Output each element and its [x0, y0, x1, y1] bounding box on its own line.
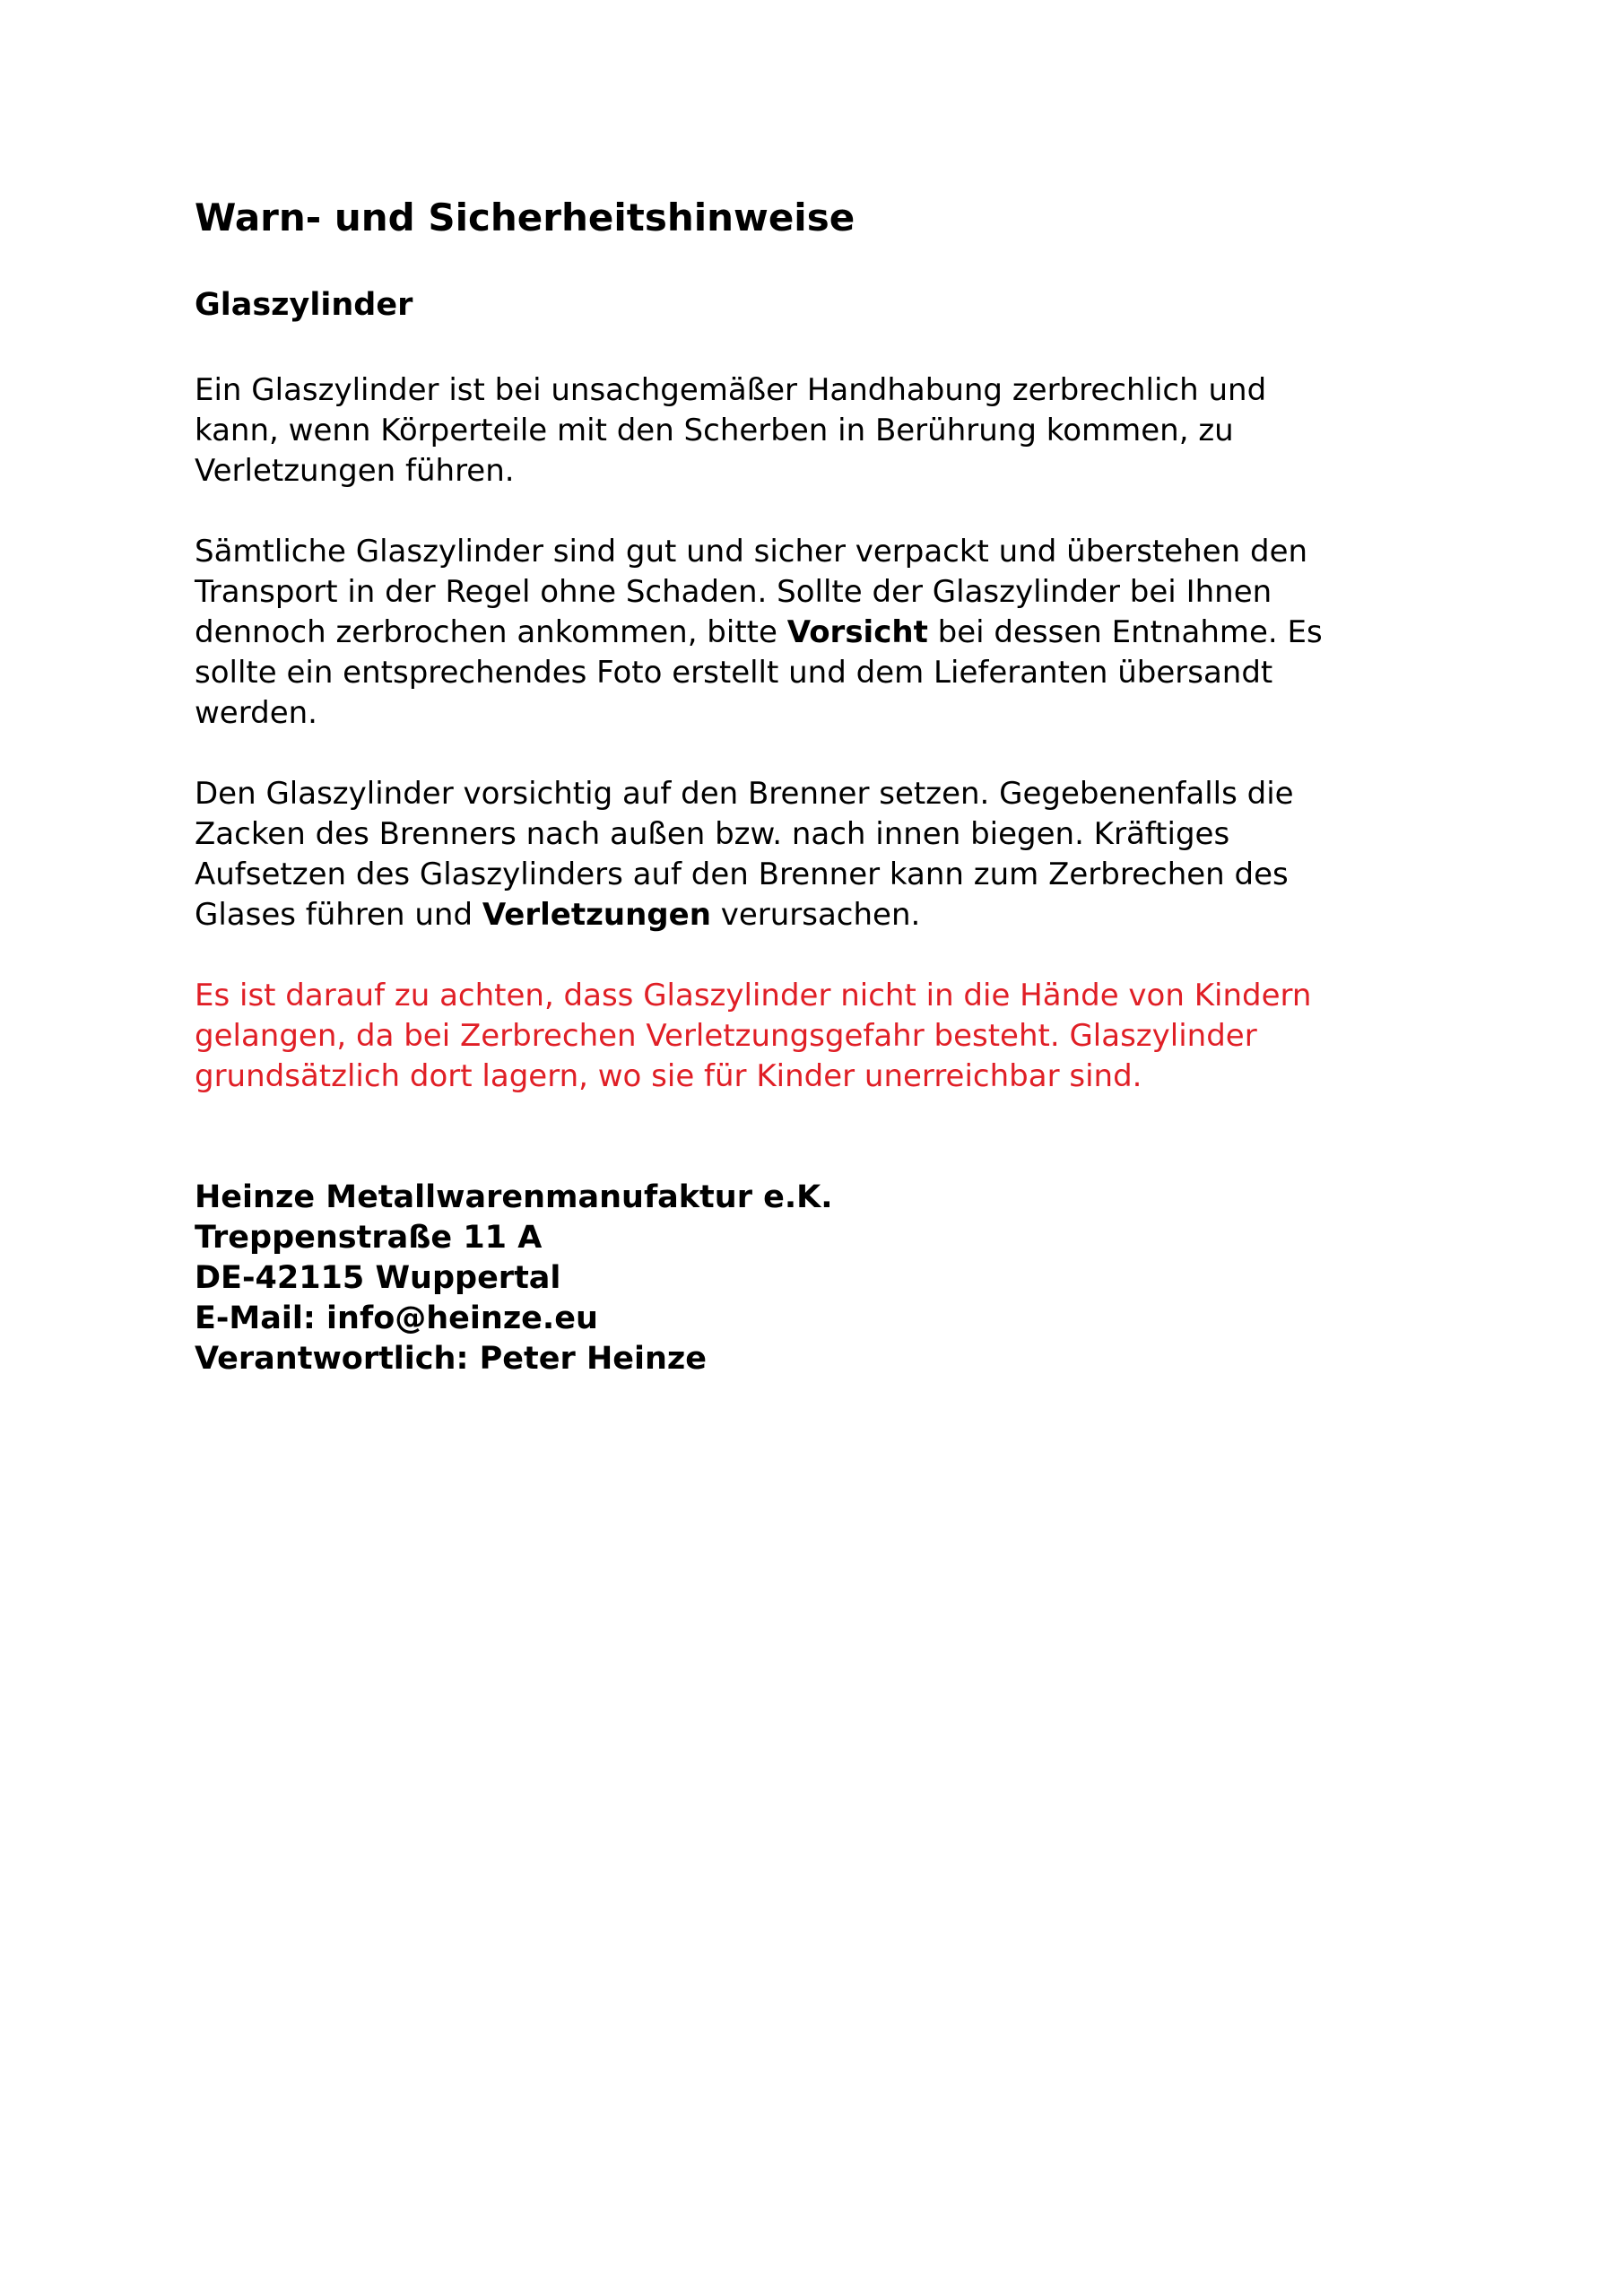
emphasis-vorsicht: Vorsicht [786, 614, 928, 650]
responsible-person: Verantwortlich: Peter Heinze [195, 1341, 708, 1377]
warning-paragraph [195, 976, 1468, 1097]
warning-line: Es ist darauf zu achten, dass Glaszylinder nicht in die Hände von Kindern [195, 978, 1312, 1013]
text-line: werden. [195, 695, 317, 731]
text-segment: verursachen. [710, 897, 921, 933]
postal-city: DE-42115 Wuppertal [195, 1260, 561, 1296]
email-address: E-Mail: info@heinze.eu [195, 1300, 598, 1336]
text-line: Sämtliche Glaszylinder sind gut und sicher verpackt und überstehen den [195, 534, 1308, 570]
text-line: Zacken des Brenners nach außen bzw. nach innen biegen. Kräftiges [195, 816, 1230, 852]
paragraph-packaging [195, 532, 1468, 734]
paragraph-fragility [195, 370, 1468, 491]
paragraph-mounting [195, 774, 1468, 935]
company-name: Heinze Metallwarenmanufaktur e.K. [195, 1179, 833, 1215]
text-line: Aufsetzen des Glaszylinders auf den Brenner kann zum Zerbrechen des [195, 857, 1289, 892]
text-line: Verletzungen führen. [195, 453, 515, 489]
street-address: Treppenstraße 11 A [195, 1220, 543, 1256]
company-address [195, 1178, 1468, 1379]
emphasis-verletzungen: Verletzungen [482, 897, 711, 933]
document-title: Warn- und Sicherheitshinweise [195, 196, 855, 239]
text-segment: dennoch zerbrochen ankommen, bitte [195, 614, 787, 650]
text-segment: Glases führen und [195, 897, 482, 933]
text-line: Ein Glaszylinder ist bei unsachgemäßer Handhabung zerbrechlich und [195, 372, 1267, 408]
text-line [195, 895, 1468, 935]
warning-line: grundsätzlich dort lagern, wo sie für Kinder unerreichbar sind. [195, 1058, 1142, 1094]
text-line: Den Glaszylinder vorsichtig auf den Brenner setzen. Gegebenenfalls die [195, 776, 1294, 812]
text-line: kann, wenn Körperteile mit den Scherben in Berührung kommen, zu [195, 413, 1234, 448]
text-line: sollte ein entsprechendes Foto erstellt und dem Lieferanten übersandt [195, 655, 1273, 691]
text-line: Transport in der Regel ohne Schaden. Sollte der Glaszylinder bei Ihnen [195, 574, 1272, 610]
section-heading: Glaszylinder [195, 287, 413, 323]
warning-line: gelangen, da bei Zerbrechen Verletzungsgefahr besteht. Glaszylinder [195, 1018, 1257, 1054]
text-line [195, 613, 1468, 653]
text-segment: bei dessen Entnahme. Es [927, 614, 1323, 650]
document-page [195, 193, 1468, 1379]
